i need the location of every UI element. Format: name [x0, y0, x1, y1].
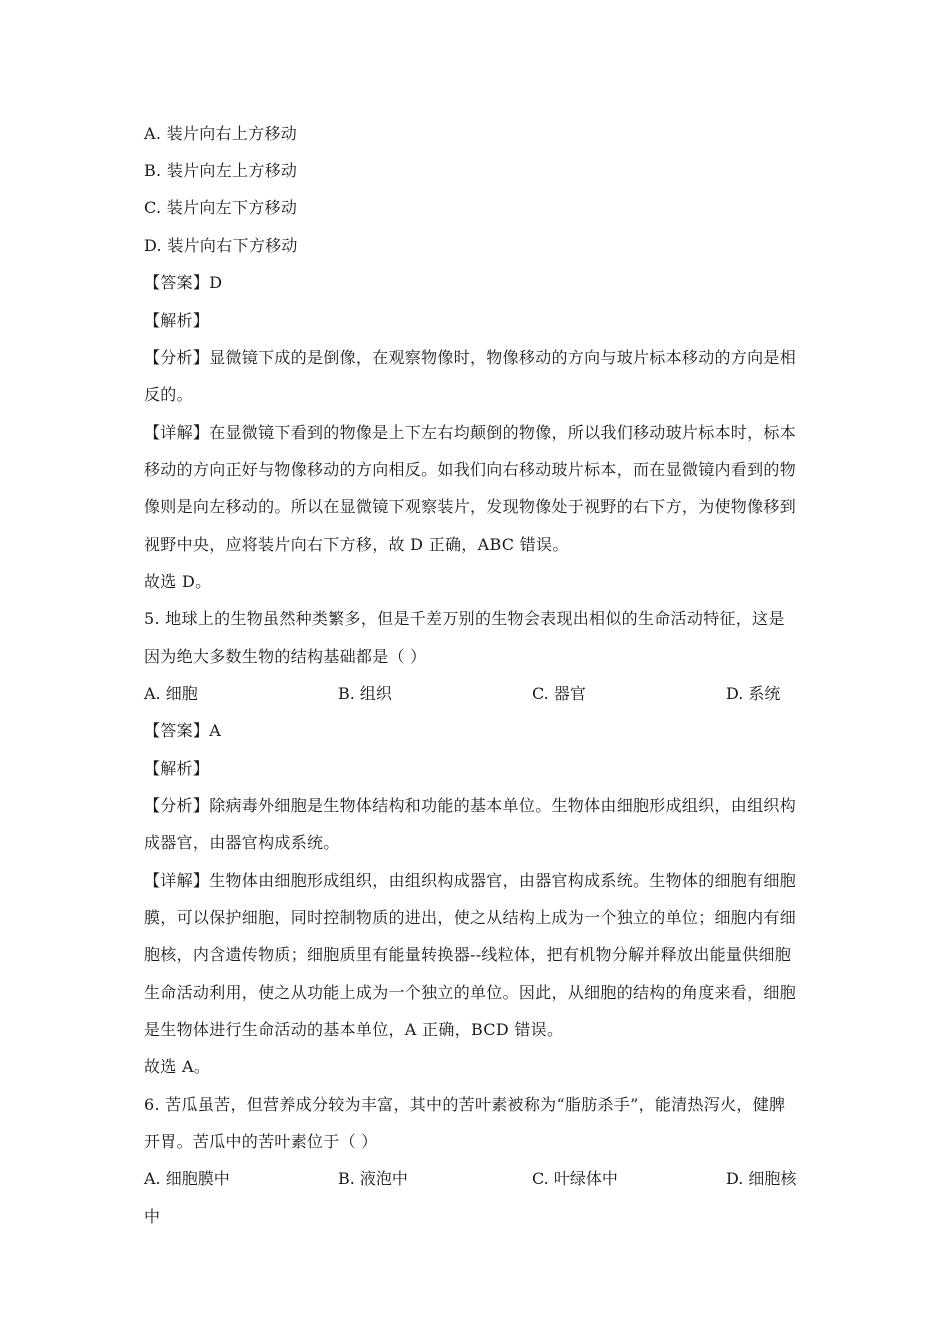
q6-option-c: C. 叶绿体中: [532, 1169, 618, 1188]
q5-detail-line-2: 膜，可以保护细胞，同时控制物质的进出，使之从结构上成为一个独立的单位；细胞内有细: [144, 908, 797, 927]
q4-detail-line-1: 【详解】在显微镜下看到的物像是上下左右均颠倒的物像，所以我们移动玻片标本时，标本: [144, 423, 797, 442]
q5-stem-line-2: 因为绝大多数生物的结构基础都是（ ）: [144, 647, 427, 666]
q6-stem-line-2: 开胃。苦瓜中的苦叶素位于（ ）: [144, 1132, 378, 1151]
q4-analysis-heading: 【解析】: [144, 311, 210, 330]
q5-options-row: [144, 684, 808, 704]
q4-option-b: B. 装片向左上方移动: [144, 161, 298, 180]
q6-option-a: A. 细胞膜中: [144, 1169, 230, 1188]
q5-analysis-line-1: 【分析】除病毒外细胞是生物体结构和功能的基本单位。生物体由细胞形成组织，由组织构: [144, 796, 797, 815]
q6-option-d: D. 细胞核: [726, 1169, 797, 1188]
q5-detail-line-1: 【详解】生物体由细胞形成组织，由组织构成器官，由器官构成系统。生物体的细胞有细胞: [144, 871, 797, 890]
q4-answer: 【答案】D: [144, 273, 223, 292]
q4-detail-line-3: 像则是向左移动的。所以在显微镜下观察装片，发现物像处于视野的右下方，为使物像移到: [144, 497, 797, 516]
q6-option-b: B. 液泡中: [338, 1169, 408, 1188]
q6-options-row: [144, 1169, 808, 1189]
q5-option-c: C. 器官: [532, 684, 586, 703]
q5-analysis-line-2: 成器官，由器官构成系统。: [144, 833, 340, 852]
q4-option-d: D. 装片向右下方移动: [144, 236, 298, 255]
q5-conclusion: 故选 A。: [144, 1057, 211, 1076]
q6-option-d-wrap: 中: [144, 1207, 161, 1226]
q5-detail-line-4: 生命活动利用，使之从功能上成为一个独立的单位。因此，从细胞的结构的角度来看，细胞: [144, 983, 797, 1002]
q4-option-c: C. 装片向左下方移动: [144, 198, 298, 217]
q4-detail-line-2: 移动的方向正好与物像移动的方向相反。如我们向右移动玻片标本，而在显微镜内看到的物: [144, 460, 797, 479]
q5-analysis-heading: 【解析】: [144, 759, 210, 778]
q5-detail-line-3: 胞核，内含遗传物质；细胞质里有能量转换器--线粒体，把有机物分解并释放出能量供细胞: [144, 945, 792, 964]
q5-stem-line-1: 5. 地球上的生物虽然种类繁多，但是千差万别的生物会表现出相似的生命活动特征，这是: [144, 609, 785, 628]
q5-option-b: B. 组织: [338, 684, 392, 703]
q4-analysis-line-2: 反的。: [144, 385, 193, 404]
q4-conclusion: 故选 D。: [144, 572, 212, 591]
q5-option-a: A. 细胞: [144, 684, 198, 703]
q5-option-d: D. 系统: [726, 684, 781, 703]
q6-stem-line-1: 6. 苦瓜虽苦，但营养成分较为丰富，其中的苦叶素被称为“脂肪杀手”，能清热泻火，健脾: [144, 1095, 786, 1114]
q4-option-a: A. 装片向右上方移动: [144, 124, 298, 143]
q5-detail-line-5: 是生物体进行生命活动的基本单位，A 正确，BCD 错误。: [144, 1020, 564, 1039]
q4-analysis-line-1: 【分析】显微镜下成的是倒像，在观察物像时，物像移动的方向与玻片标本移动的方向是相: [144, 348, 797, 367]
q5-answer: 【答案】A: [144, 721, 222, 740]
q4-detail-line-4: 视野中央，应将装片向右下方移，故 D 正确，ABC 错误。: [144, 535, 569, 554]
